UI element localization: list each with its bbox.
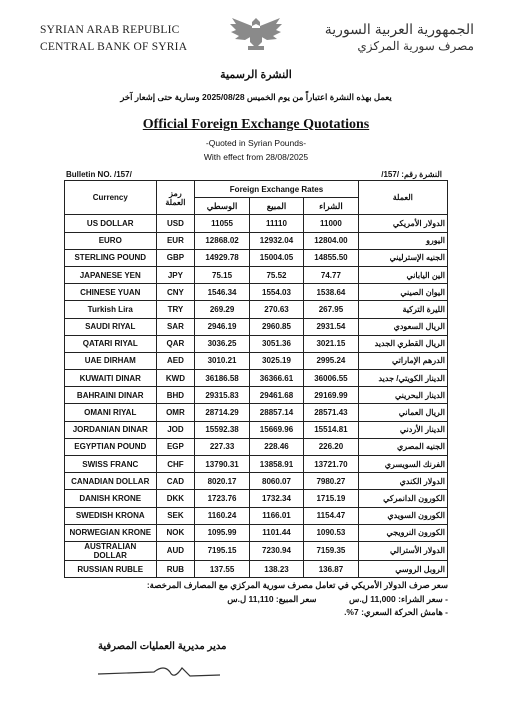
rate-sell: 13858.91 <box>249 456 303 473</box>
header-arabic <box>325 20 474 54</box>
currency-name-ar: الليرة التركية <box>358 301 447 318</box>
currency-name: UAE DIRHAM <box>65 352 157 369</box>
rate-buy: 226.20 <box>304 438 358 455</box>
currency-code: OMR <box>156 404 195 421</box>
rate-mid: 3010.21 <box>195 352 249 369</box>
rate-sell: 1166.01 <box>249 507 303 524</box>
effect-statement-arabic: يعمل بهذه النشرة اعتباراً من يوم الخميس 2025/08/28 وسارية حتى إشعار آخر <box>120 92 392 102</box>
table-row <box>65 335 448 352</box>
notes-sell: سعر المبيع: 11,110 ل.س <box>227 594 317 604</box>
currency-name-ar: الريال السعودي <box>358 318 447 335</box>
rate-sell: 29461.68 <box>249 387 303 404</box>
header-english <box>40 22 187 56</box>
bulletin-number-en: Bulletin NO. /157/ <box>66 170 132 179</box>
exchange-rates-table <box>64 180 448 578</box>
currency-name-ar: الروبل الروسي <box>358 560 447 577</box>
rate-sell: 11110 <box>249 215 303 232</box>
table-row <box>65 404 448 421</box>
currency-name-ar: اليوان الصيني <box>358 284 447 301</box>
rate-buy: 13721.70 <box>304 456 358 473</box>
notes-margin: - هامش الحركة السعري: 7%. <box>344 607 448 617</box>
currency-code: EUR <box>156 232 195 249</box>
notes-buy: - سعر الشراء: 11,000 ل.س <box>348 594 448 604</box>
handwritten-signature-icon <box>94 660 224 684</box>
notes-line1: سعر صرف الدولار الأمريكي في تعامل مصرف سورية المركزي مع المصارف المرخصة: <box>146 580 448 590</box>
rate-mid: 3036.25 <box>195 335 249 352</box>
rate-buy: 2995.24 <box>304 352 358 369</box>
usd-rate-notes <box>68 579 448 618</box>
rate-mid: 15592.38 <box>195 421 249 438</box>
rate-buy: 14855.50 <box>304 249 358 266</box>
rate-sell: 7230.94 <box>249 541 303 560</box>
table-row <box>65 249 448 266</box>
currency-name: US DOLLAR <box>65 215 157 232</box>
header-code: رمز العملة <box>156 181 195 215</box>
currency-name: AUSTRALIAN DOLLAR <box>65 541 157 560</box>
table-row <box>65 524 448 541</box>
bulletin-number-ar: النشرة رقم: /157/ <box>381 170 442 179</box>
header-en-line2: CENTRAL BANK OF SYRIA <box>40 41 188 53</box>
header-sell: المبيع <box>249 198 303 215</box>
rate-mid: 75.15 <box>195 266 249 283</box>
rate-mid: 1723.76 <box>195 490 249 507</box>
table-row <box>65 215 448 232</box>
currency-name: BAHRAINI DINAR <box>65 387 157 404</box>
currency-code: NOK <box>156 524 195 541</box>
rate-buy: 3021.15 <box>304 335 358 352</box>
currency-name: KUWAITI DINAR <box>65 370 157 387</box>
rate-sell: 15004.05 <box>249 249 303 266</box>
currency-code: TRY <box>156 301 195 318</box>
rate-mid: 269.29 <box>195 301 249 318</box>
currency-code: GBP <box>156 249 195 266</box>
table-row <box>65 370 448 387</box>
header-currency: Currency <box>65 181 157 215</box>
table-row <box>65 301 448 318</box>
table-row <box>65 318 448 335</box>
currency-code: AUD <box>156 541 195 560</box>
table-row <box>65 387 448 404</box>
bulletin-title-arabic: النشرة الرسمية <box>220 69 292 81</box>
rate-sell: 228.46 <box>249 438 303 455</box>
rate-sell: 1101.44 <box>249 524 303 541</box>
eagle-emblem-icon <box>228 12 284 56</box>
currency-name: EGYPTIAN POUND <box>65 438 157 455</box>
rate-sell: 1554.03 <box>249 284 303 301</box>
currency-code: BHD <box>156 387 195 404</box>
effect-date: With effect from 28/08/2025 <box>203 152 309 162</box>
currency-name: Turkish Lira <box>65 301 157 318</box>
currency-code: CAD <box>156 473 195 490</box>
rate-buy: 2931.54 <box>304 318 358 335</box>
rate-buy: 1154.47 <box>304 507 358 524</box>
currency-name-ar: الدرهم الإماراتي <box>358 352 447 369</box>
table-row <box>65 232 448 249</box>
currency-code: CHF <box>156 456 195 473</box>
header-en-line1: SYRIAN ARAB REPUBLIC <box>40 24 180 36</box>
currency-name: SWISS FRANC <box>65 456 157 473</box>
rate-buy: 7159.35 <box>304 541 358 560</box>
currency-code: JPY <box>156 266 195 283</box>
rate-buy: 136.87 <box>304 560 358 577</box>
rate-sell: 3025.19 <box>249 352 303 369</box>
currency-name-ar: اليورو <box>358 232 447 249</box>
rate-buy: 28571.43 <box>304 404 358 421</box>
currency-name-ar: الكورون النرويجي <box>358 524 447 541</box>
rate-mid: 12868.02 <box>195 232 249 249</box>
rate-sell: 12932.04 <box>249 232 303 249</box>
currency-name: CHINESE YUAN <box>65 284 157 301</box>
currency-code: SEK <box>156 507 195 524</box>
rate-sell: 270.63 <box>249 301 303 318</box>
signer-title: مدير مديرية العمليات المصرفية <box>98 641 227 652</box>
currency-name-ar: الين الياباني <box>358 266 447 283</box>
currency-name: SWEDISH KRONA <box>65 507 157 524</box>
table-row <box>65 560 448 577</box>
table-row <box>65 541 448 560</box>
rate-mid: 1160.24 <box>195 507 249 524</box>
currency-name-ar: الجنيه الإسترليني <box>358 249 447 266</box>
currency-code: AED <box>156 352 195 369</box>
rate-buy: 267.95 <box>304 301 358 318</box>
currency-code: RUB <box>156 560 195 577</box>
currency-name: QATARI RIYAL <box>65 335 157 352</box>
rate-mid: 137.55 <box>195 560 249 577</box>
currency-name: EURO <box>65 232 157 249</box>
currency-name-ar: الدولار الأسترالي <box>358 541 447 560</box>
currency-name-ar: الدولار الكندي <box>358 473 447 490</box>
rate-mid: 227.33 <box>195 438 249 455</box>
currency-name-ar: الكورون الدانمركي <box>358 490 447 507</box>
notes-line2 <box>68 593 448 605</box>
currency-name-ar: الريال القطري الجديد <box>358 335 447 352</box>
rate-sell: 28857.14 <box>249 404 303 421</box>
currency-name-ar: الدينار الأردني <box>358 421 447 438</box>
rate-sell: 2960.85 <box>249 318 303 335</box>
table-row <box>65 266 448 283</box>
rate-sell: 15669.96 <box>249 421 303 438</box>
table-row <box>65 438 448 455</box>
table-row <box>65 421 448 438</box>
rate-sell: 75.52 <box>249 266 303 283</box>
currency-name: OMANI RIYAL <box>65 404 157 421</box>
currency-name-ar: الريال العماني <box>358 404 447 421</box>
rate-buy: 12804.00 <box>304 232 358 249</box>
currency-code: SAR <box>156 318 195 335</box>
rate-mid: 36186.58 <box>195 370 249 387</box>
rate-buy: 1715.19 <box>304 490 358 507</box>
rate-mid: 2946.19 <box>195 318 249 335</box>
rate-buy: 1090.53 <box>304 524 358 541</box>
currency-name: STERLING POUND <box>65 249 157 266</box>
document-title: Official Foreign Exchange Quotations <box>142 117 370 132</box>
header-ar-line2: مصرف سورية المركزي <box>357 39 474 53</box>
currency-code: QAR <box>156 335 195 352</box>
currency-name: JAPANESE YEN <box>65 266 157 283</box>
currency-code: KWD <box>156 370 195 387</box>
table-row <box>65 490 448 507</box>
rate-buy: 74.77 <box>304 266 358 283</box>
header-ar-line1: الجمهورية العربية السورية <box>324 21 474 37</box>
table-row <box>65 284 448 301</box>
rate-mid: 14929.78 <box>195 249 249 266</box>
rate-sell: 36366.61 <box>249 370 303 387</box>
currency-code: CNY <box>156 284 195 301</box>
currency-name: DANISH KRONE <box>65 490 157 507</box>
header-currency-ar: العملة <box>358 181 447 215</box>
rate-sell: 8060.07 <box>249 473 303 490</box>
table-row <box>65 473 448 490</box>
header-mid: الوسطي <box>195 198 249 215</box>
currency-name-ar: الكورون السويدي <box>358 507 447 524</box>
currency-code: USD <box>156 215 195 232</box>
rate-sell: 138.23 <box>249 560 303 577</box>
rate-buy: 15514.81 <box>304 421 358 438</box>
currency-name: NORWEGIAN KRONE <box>65 524 157 541</box>
rate-mid: 13790.31 <box>195 456 249 473</box>
rate-sell: 1732.34 <box>249 490 303 507</box>
rate-buy: 11000 <box>304 215 358 232</box>
quoted-note: -Quoted in Syrian Pounds- <box>205 138 307 148</box>
rate-mid: 1546.34 <box>195 284 249 301</box>
table-row <box>65 507 448 524</box>
currency-code: EGP <box>156 438 195 455</box>
currency-code: DKK <box>156 490 195 507</box>
currency-name: JORDANIAN DINAR <box>65 421 157 438</box>
rate-buy: 29169.99 <box>304 387 358 404</box>
header-buy: الشراء <box>304 198 358 215</box>
currency-name-ar: الدينار الكويتي/ جديد <box>358 370 447 387</box>
rate-mid: 11055 <box>195 215 249 232</box>
rate-mid: 28714.29 <box>195 404 249 421</box>
currency-name-ar: الفرنك السويسري <box>358 456 447 473</box>
rates-body <box>65 215 448 578</box>
header-rates: Foreign Exchange Rates <box>195 181 358 198</box>
rate-sell: 3051.36 <box>249 335 303 352</box>
rate-mid: 7195.15 <box>195 541 249 560</box>
currency-name-ar: الدينار البحريني <box>358 387 447 404</box>
rate-buy: 1538.64 <box>304 284 358 301</box>
table-row <box>65 456 448 473</box>
currency-name: SAUDI RIYAL <box>65 318 157 335</box>
rate-buy: 36006.55 <box>304 370 358 387</box>
currency-name-ar: الدولار الأمريكي <box>358 215 447 232</box>
rate-buy: 7980.27 <box>304 473 358 490</box>
currency-code: JOD <box>156 421 195 438</box>
rate-mid: 1095.99 <box>195 524 249 541</box>
currency-name-ar: الجنيه المصري <box>358 438 447 455</box>
currency-name: RUSSIAN RUBLE <box>65 560 157 577</box>
rate-mid: 29315.83 <box>195 387 249 404</box>
table-row <box>65 352 448 369</box>
currency-name: CANADIAN DOLLAR <box>65 473 157 490</box>
rate-mid: 8020.17 <box>195 473 249 490</box>
